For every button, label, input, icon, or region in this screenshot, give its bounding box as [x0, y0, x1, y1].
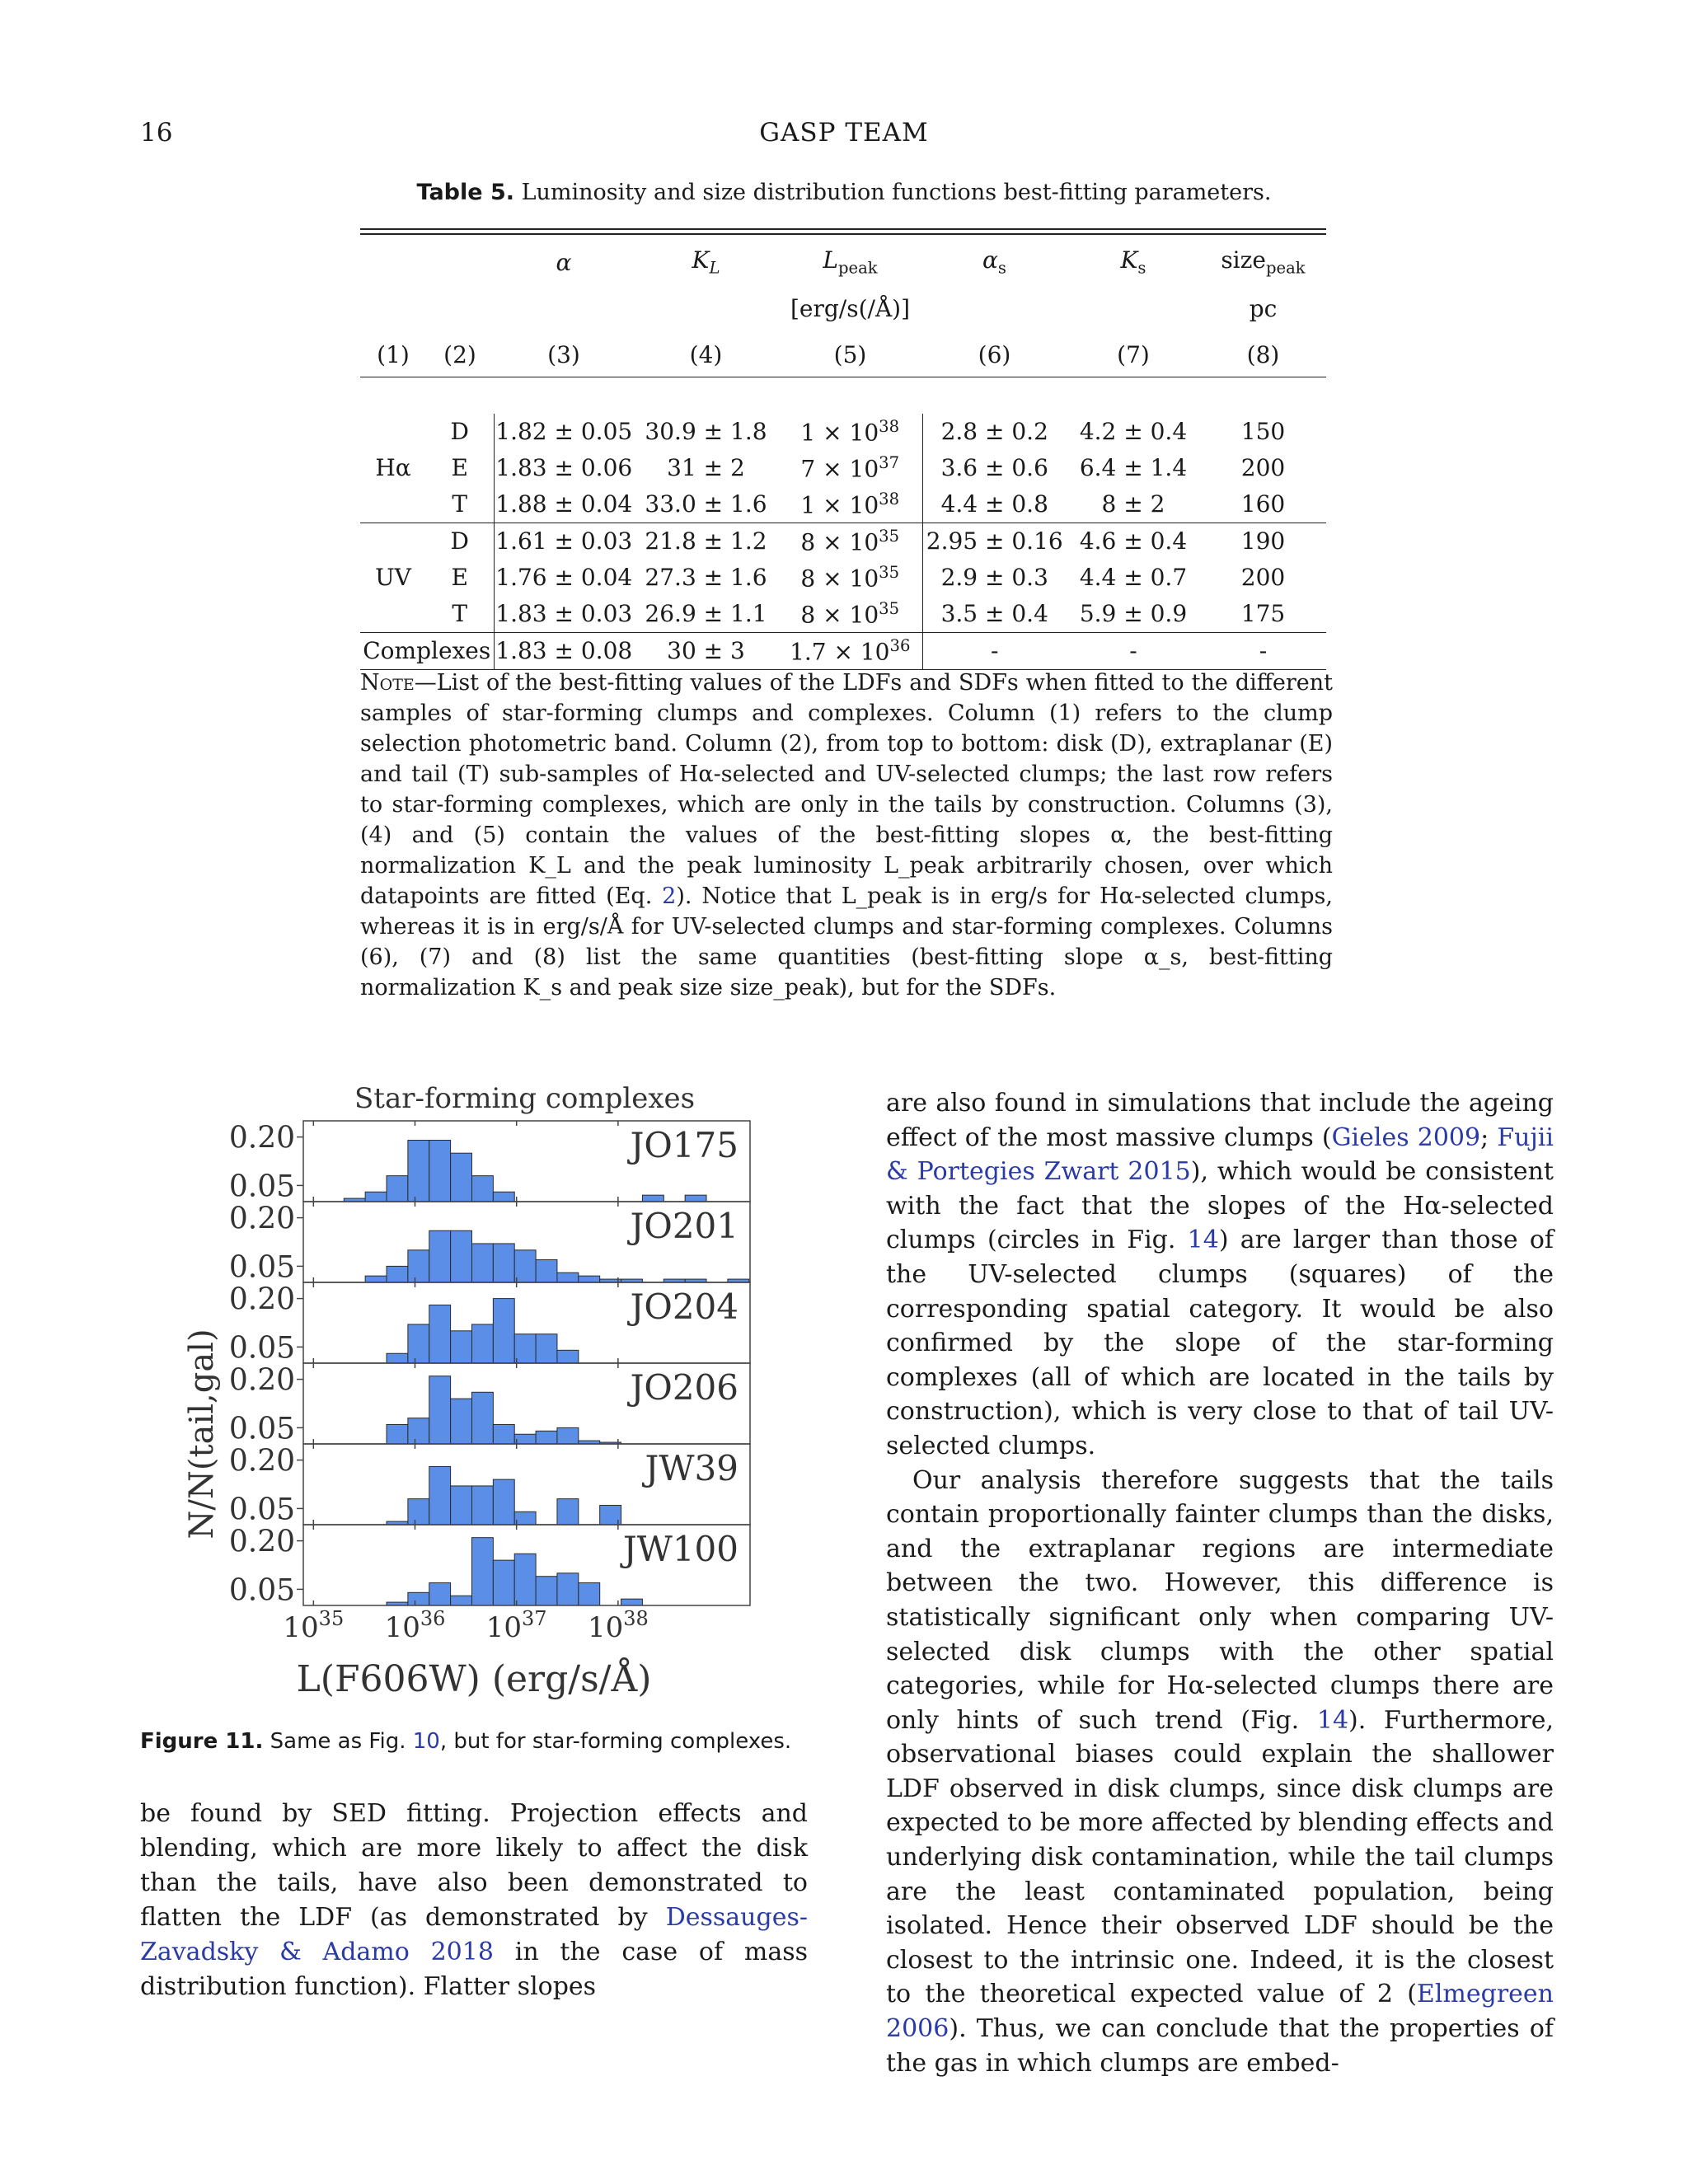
col-num: (3): [547, 341, 580, 369]
figure-caption-text-b: , but for star-forming complexes.: [439, 1729, 792, 1754]
x-tick-label: $10^{35}$: [283, 1607, 345, 1644]
y-tick-label: 0.05: [228, 1573, 295, 1608]
histogram-bar: [514, 1334, 536, 1363]
lpeak-cell: $1.7 \times 10^{36}$: [778, 632, 922, 669]
histogram-bar: [451, 1399, 472, 1444]
histogram-bar: [685, 1195, 706, 1202]
alpha-cell: 1.83 ± 0.08: [494, 632, 634, 669]
text-run: ;: [1480, 1122, 1498, 1152]
fujii-citation-link[interactable]: Fujii & Portegies Zwart 2015: [886, 1122, 1554, 1187]
text-run: be found by SED fitting. Projection effects and blending, which are more likely to affect the disk than the tails, have also been demonstrated to flatten the LDF (as demonstrated by: [140, 1799, 808, 1932]
gieles-citation-link[interactable]: Gieles 2009: [1331, 1122, 1481, 1152]
paragraph: [886, 1086, 1554, 1464]
ks-cell: 5.9 ± 0.9: [1079, 600, 1188, 627]
lpeak-cell: $8 \times 10^{35}$: [778, 523, 922, 560]
col-header-alpha: α: [556, 248, 572, 276]
col-num: (5): [833, 341, 867, 369]
alpha-s-cell: 3.6 ± 0.6: [922, 450, 1067, 486]
histogram-bar: [387, 1176, 408, 1202]
y-tick-label: 0.05: [228, 1250, 295, 1285]
histogram-bar: [642, 1195, 663, 1202]
histogram-panel: [229, 1202, 750, 1284]
table-row: [360, 560, 1326, 596]
kl-cell: 27.3 ± 1.6: [645, 564, 767, 591]
sample-cell: D: [450, 418, 469, 445]
histogram-bar: [493, 1299, 514, 1363]
fig-14-link[interactable]: 14: [1316, 1705, 1349, 1735]
histogram-panel: [229, 1363, 750, 1446]
y-tick-label: 0.20: [228, 1282, 295, 1317]
text-run: Our analysis therefore suggests that the tails contain proportionally fainter clumps than the disks, and the extraplanar regions are intermediate between the two. However, this difference is statistically significant only when comparing UV-selected disk clumps with the other spatial categories, while for Hα-selected clumps there are only hints of such trend (Fig.: [886, 1465, 1554, 1735]
y-tick-label: 0.20: [228, 1202, 295, 1236]
panel-label: JO175: [630, 1125, 738, 1165]
sample-cell: E: [451, 454, 468, 481]
histogram-bar: [536, 1577, 557, 1605]
complexes-label: Complexes: [360, 632, 494, 669]
size-cell: 160: [1240, 490, 1286, 518]
table-row: [360, 596, 1326, 633]
histogram-bar: [579, 1276, 600, 1282]
histogram-bar: [557, 1499, 579, 1525]
text-run: ). Furthermore, observational biases could explain the shallower LDF observed in disk clumps, since disk clumps are expected to be more affected by blending effects and underlying disk contamination, while the tail clumps are the least contaminated population, being isolated. Hence their observed LDF should be the closest to the intrinsic one. Indeed, it is the closest to the theoretical expected value of 2 (: [886, 1705, 1554, 2009]
y-tick-label: 0.20: [228, 1121, 295, 1155]
table-row: [360, 523, 1326, 560]
alpha-s-cell: -: [922, 632, 1067, 669]
alpha-cell: 1.76 ± 0.04: [494, 560, 634, 596]
histogram-bar: [579, 1583, 600, 1605]
histogram-bar: [451, 1153, 472, 1202]
histogram-bar: [493, 1424, 514, 1444]
histogram-bar: [471, 1538, 493, 1605]
y-tick-label: 0.20: [228, 1525, 295, 1559]
table-row: [360, 450, 1326, 486]
histogram-bar: [429, 1466, 451, 1525]
histogram-bar: [408, 1324, 429, 1363]
unit-size: pc: [1249, 294, 1278, 322]
note-lead: Note: [360, 670, 415, 696]
ks-cell: -: [1067, 632, 1200, 669]
lpeak-cell: $8 \times 10^{35}$: [800, 598, 900, 629]
histogram-bar: [451, 1331, 472, 1363]
table-units-row: [360, 283, 1326, 334]
col-header-size-peak: size$_{peak}$: [1221, 246, 1306, 278]
panel-label: JO204: [630, 1286, 738, 1327]
histogram-bar: [557, 1350, 579, 1363]
size-cell: 190: [1200, 523, 1326, 560]
panel-label: JW39: [645, 1448, 738, 1488]
lpeak-cell: $8 \times 10^{35}$: [800, 562, 900, 593]
sample-cell: D: [426, 523, 494, 560]
col-num: (8): [1246, 341, 1280, 369]
y-tick-label: 0.05: [228, 1169, 295, 1204]
text-run: are also found in simulations that include the ageing effect of the most massive clumps (: [886, 1089, 1554, 1152]
alpha-s-cell: 2.95 ± 0.16: [922, 523, 1067, 560]
band-label: Hα: [375, 454, 411, 481]
histogram-bar: [557, 1272, 579, 1282]
histogram-bar: [429, 1583, 451, 1605]
histogram-bar: [408, 1592, 429, 1605]
histogram-bar: [471, 1486, 493, 1525]
panel-label: JO206: [630, 1367, 738, 1408]
table-row-complexes: [360, 632, 1326, 669]
alpha-cell: 1.88 ± 0.04: [494, 486, 634, 523]
band-label: UV: [360, 523, 426, 632]
histogram-panel: [229, 1282, 750, 1365]
histogram-bar: [536, 1431, 557, 1444]
lpeak-cell: $1 \times 10^{38}$: [800, 489, 900, 519]
col-num: (2): [443, 341, 476, 369]
histogram-bar: [408, 1418, 429, 1444]
histogram-bar: [408, 1250, 429, 1282]
ks-cell: 4.6 ± 0.4: [1067, 523, 1200, 560]
ks-cell: 4.4 ± 0.7: [1079, 564, 1188, 591]
text-run: ), which would be consistent with the fact that the slopes of the Hα-selected clumps (circles in Fig.: [886, 1157, 1554, 1255]
histogram-bar: [514, 1554, 536, 1605]
histogram-bar: [387, 1424, 408, 1444]
y-tick-label: 0.05: [228, 1412, 295, 1446]
histogram-bar: [493, 1479, 514, 1525]
histogram-bar: [471, 1244, 493, 1282]
sample-cell: T: [452, 600, 468, 627]
histogram-figure: [183, 1080, 767, 1706]
x-tick-label: $10^{38}$: [587, 1607, 649, 1644]
running-title: GASP TEAM: [759, 118, 929, 148]
table-row: [360, 414, 1326, 450]
histogram-panel: [229, 1121, 750, 1203]
size-cell: 175: [1240, 600, 1286, 627]
histogram-bar: [514, 1511, 536, 1525]
sample-cell: T: [452, 490, 468, 518]
y-tick-label: 0.20: [228, 1363, 295, 1398]
table-grid: [360, 241, 1326, 670]
histogram-bar: [387, 1353, 408, 1363]
alpha-s-cell: 2.8 ± 0.2: [922, 414, 1067, 450]
alpha-cell: 1.83 ± 0.06: [494, 450, 634, 486]
histogram-bar: [471, 1392, 493, 1444]
histogram-bar: [451, 1486, 472, 1525]
histogram-panel: [229, 1525, 750, 1607]
text-run: in the case of mass distribution function). Flatter slopes: [140, 1938, 808, 2001]
panel-label: JO201: [630, 1206, 738, 1246]
ks-cell: 8 ± 2: [1101, 490, 1165, 518]
note-text: —List of the best-fitting values of the LDFs and SDFs when fitted to the different samples of star-forming clumps and complexes. Column (1) refers to the clump selection photometric band. Column (2), from top to bottom: disk (D), extraplanar (E) and tail (T) sub-samples of Hα-selected and UV-selected clumps; the last row refers to star-forming complexes, which are only in the tails by construction. Columns (3), (4) and (5) contain the values of the best-fitting slopes α, the best-fitting normalization K_L and the peak luminosity L_peak arbitrarily chosen, over which datapoints are fitted (Eq.: [360, 670, 1333, 909]
kl-cell: 33.0 ± 1.6: [645, 490, 767, 518]
histogram-bar: [429, 1305, 451, 1363]
elmegreen-citation-link[interactable]: Elmegreen 2006: [886, 1980, 1554, 2044]
col-num: (7): [1117, 341, 1150, 369]
y-tick-label: 0.05: [228, 1493, 295, 1527]
table-row: [360, 486, 1326, 523]
eq-link[interactable]: 2: [662, 883, 677, 909]
x-tick-label: $10^{37}$: [485, 1607, 547, 1644]
col-header-ks: $K_s$: [1120, 246, 1146, 278]
left-column-paragraph: [140, 1797, 808, 2004]
histogram-bar: [408, 1141, 429, 1202]
kl-cell: 30 ± 3: [634, 632, 778, 669]
lpeak-cell: $1 \times 10^{38}$: [800, 416, 900, 447]
histogram-bar: [429, 1376, 451, 1444]
col-num: (1): [377, 341, 410, 369]
kl-cell: 31 ± 2: [667, 454, 745, 481]
alpha-cell: 1.82 ± 0.05: [494, 414, 634, 450]
kl-cell: 30.9 ± 1.8: [645, 418, 767, 445]
histogram-bar: [493, 1244, 514, 1282]
histogram-bar: [557, 1573, 579, 1605]
column-number-row: [360, 334, 1326, 377]
ks-cell: 6.4 ± 1.4: [1079, 454, 1188, 481]
table-caption-text: Luminosity and size distribution functions best-fitting parameters.: [521, 180, 1272, 205]
fig-14-link[interactable]: 14: [1187, 1226, 1219, 1255]
figure-11: [183, 1080, 767, 1706]
histogram-bar: [557, 1427, 579, 1444]
panel-label: JW100: [622, 1529, 738, 1569]
col-header-kl: $K_L$: [692, 246, 720, 278]
note-text-2: ). Notice that L_peak is in erg/s for Hα-selected clumps, whereas it is in erg/s/Å for UV-selected clumps and star-forming complexes. Columns (6), (7) and (8) list the same quantities (best-fitting slope α_s, best-fitting normalization K_s and peak size size_peak), but for the SDFs.: [360, 883, 1333, 1001]
figure-caption-label: Figure 11.: [140, 1729, 264, 1754]
table-caption: [0, 180, 1688, 205]
alpha-s-cell: 3.5 ± 0.4: [922, 596, 1067, 633]
paragraph: [886, 1464, 1554, 2081]
histogram-bar: [621, 1599, 643, 1605]
chart-title: Star-forming complexes: [354, 1082, 696, 1115]
col-num: (4): [689, 341, 723, 369]
alpha-cell: 1.83 ± 0.03: [494, 596, 634, 633]
alpha-s-cell: 2.9 ± 0.3: [922, 560, 1067, 596]
histogram-bar: [514, 1250, 536, 1282]
histogram-bar: [387, 1266, 408, 1282]
alpha-s-cell: 4.4 ± 0.8: [922, 486, 1067, 523]
table-caption-label: Table 5.: [416, 180, 515, 205]
ks-cell: 4.2 ± 0.4: [1079, 418, 1188, 445]
size-cell: -: [1200, 632, 1326, 669]
histogram-bar: [536, 1260, 557, 1282]
page-number: 16: [140, 118, 173, 148]
figure-caption: [140, 1729, 816, 1754]
histogram-bar: [451, 1596, 472, 1605]
lpeak-cell: $7 \times 10^{37}$: [800, 452, 900, 483]
histogram-bar: [536, 1334, 557, 1363]
sample-cell: E: [451, 564, 468, 591]
size-cell: 200: [1240, 454, 1286, 481]
fig-10-link[interactable]: 10: [412, 1729, 440, 1754]
histogram-bar: [365, 1276, 387, 1282]
alpha-cell: 1.61 ± 0.03: [494, 523, 634, 560]
histogram-bar: [451, 1230, 472, 1282]
x-axis-label: L(F606W) (erg/s/Å): [296, 1658, 652, 1700]
histogram-bar: [471, 1324, 493, 1363]
col-header-lpeak: $L_{peak}$: [823, 246, 878, 278]
histogram-bar: [408, 1499, 429, 1525]
col-header-alpha-s: $\alpha_s$: [982, 246, 1006, 278]
size-cell: 200: [1240, 564, 1286, 591]
histogram-bar: [493, 1560, 514, 1605]
text-run: ). Thus, we can conclude that the properties of the gas in which clumps are embed-: [886, 2014, 1554, 2078]
col-num: (6): [978, 341, 1011, 369]
y-axis-label: N/N(tail,gal): [183, 1329, 221, 1540]
unit-lpeak: [erg/s(/Å)]: [790, 294, 911, 322]
y-tick-label: 0.20: [228, 1444, 295, 1479]
x-tick-label: $10^{36}$: [384, 1607, 446, 1644]
right-column: [886, 1086, 1554, 2080]
dessauges-citation-link[interactable]: Dessauges-Zavadsky & Adamo 2018: [140, 1903, 808, 1966]
histogram-bar: [514, 1434, 536, 1444]
kl-cell: 26.9 ± 1.1: [645, 600, 767, 627]
kl-cell: 21.8 ± 1.2: [634, 523, 778, 560]
histogram-bar: [429, 1141, 451, 1202]
histogram-bar: [429, 1230, 451, 1282]
histogram-panel: [229, 1444, 750, 1526]
histogram-bar: [365, 1192, 387, 1202]
size-cell: 150: [1240, 418, 1286, 445]
table-header-row: [360, 241, 1326, 283]
histogram-bar: [493, 1192, 514, 1202]
table-note: [360, 668, 1333, 1003]
histogram-bar: [471, 1176, 493, 1202]
y-tick-label: 0.05: [228, 1331, 295, 1366]
text-run: ) are larger than those of the UV-selected clumps (squares) of the corresponding spatial category. It would be also confirmed by the slope of the star-forming complexes (all of which are located in the tails by construction), which is very close to that of tail UV-selected clumps.: [886, 1226, 1554, 1460]
figure-caption-text-a: Same as Fig.: [270, 1729, 406, 1754]
